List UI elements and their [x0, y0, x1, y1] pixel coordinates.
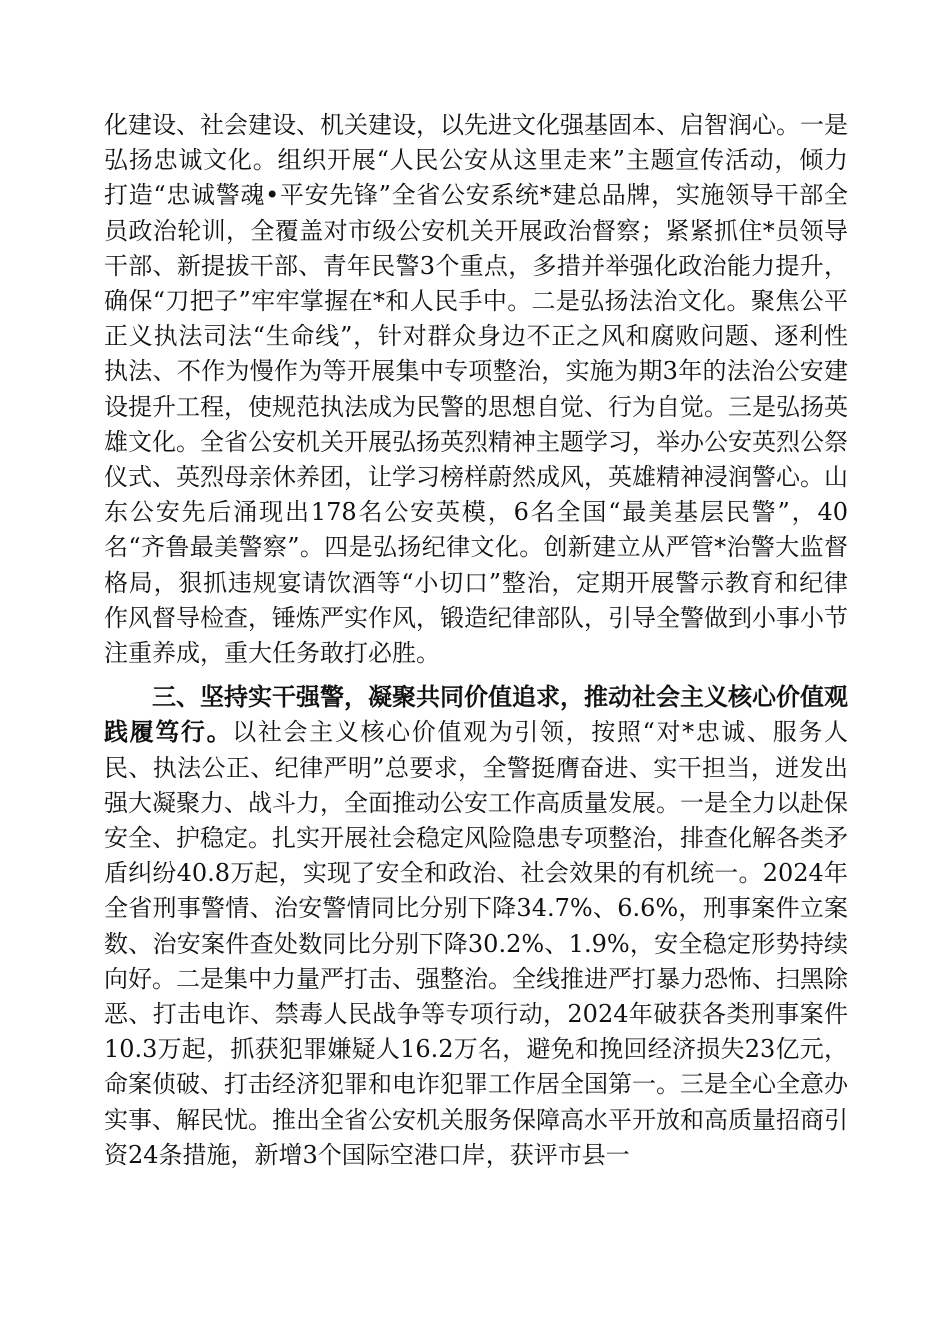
- paragraph-section-3: [104, 680, 848, 1173]
- section-3-body: 以社会主义核心价值观为引领，按照“对*忠诚、服务人民、执法公正、纪律严明”总要求，全警挺膺奋进、实干担当，迸发出强大凝聚力、战斗力，全面推动公安工作高质量发展。一是全力以赴保安全、护稳定。扎实开展社会稳定风险隐患专项整治，排查化解各类矛盾纠纷40.8万起，实现了安全和政治、社会效果的有机统一。2024年全省刑事警情、治安警情同比分别下降34.7%、6.6%，刑事案件立案数、治安案件查处数同比分别下降30.2%、1.9%，安全稳定形势持续向好。二是集中力量严打击、强整治。全线推进严打暴力恐怖、扫黑除恶、打击电诈、禁毒人民战争等专项行动，2024年破获各类刑事案件10.3万起，抓获犯罪嫌疑人16.2万名，避免和挽回经济损失23亿元，命案侦破、打击经济犯罪和电诈犯罪工作居全国第一。三是全心全意办实事、解民忧。推出全省公安机关服务保障高水平开放和高质量招商引资24条措施，新增3个国际空港口岸，获评市县一: [104, 718, 848, 1169]
- section-3-heading: 三、坚持实干强警，凝聚共同价值追求，推动社会主义核心价值观践履笃行。: [104, 683, 848, 747]
- paragraph-1: 化建设、社会建设、机关建设，以先进文化强基固本、启智润心。一是弘扬忠诚文化。组织开展“人民公安从这里走来”主题宣传活动，倾力打造“忠诚警魂•平安先锋”全省公安系统*建总品牌，实施领导干部全员政治轮训，全覆盖对市级公安机关开展政治督察；紧紧抓住*员领导干部、新提拔干部、青年民警3个重点，多措并举强化政治能力提升，确保“刀把子”牢牢掌握在*和人民手中。二是弘扬法治文化。聚焦公平正义执法司法“生命线”，针对群众身边不正之风和腐败问题、逐利性执法、不作为慢作为等开展集中专项整治，实施为期3年的法治公安建设提升工程，使规范执法成为民警的思想自觉、行为自觉。三是弘扬英雄文化。全省公安机关开展弘扬英烈精神主题学习，举办公安英烈公祭仪式、英烈母亲休养团，让学习榜样蔚然成风，英雄精神浸润警心。山东公安先后涌现出178名公安英模，6名全国“最美基层民警”，40名“齐鲁最美警察”。四是弘扬纪律文化。创新建立从严管*治警大监督格局，狠抓违规宴请饮酒等“小切口”整治，定期开展警示教育和纪律作风督导检查，锤炼严实作风，锻造纪律部队，引导全警做到小事小节注重养成，重大任务敢打必胜。: [104, 111, 848, 668]
- document-page: [104, 108, 848, 1173]
